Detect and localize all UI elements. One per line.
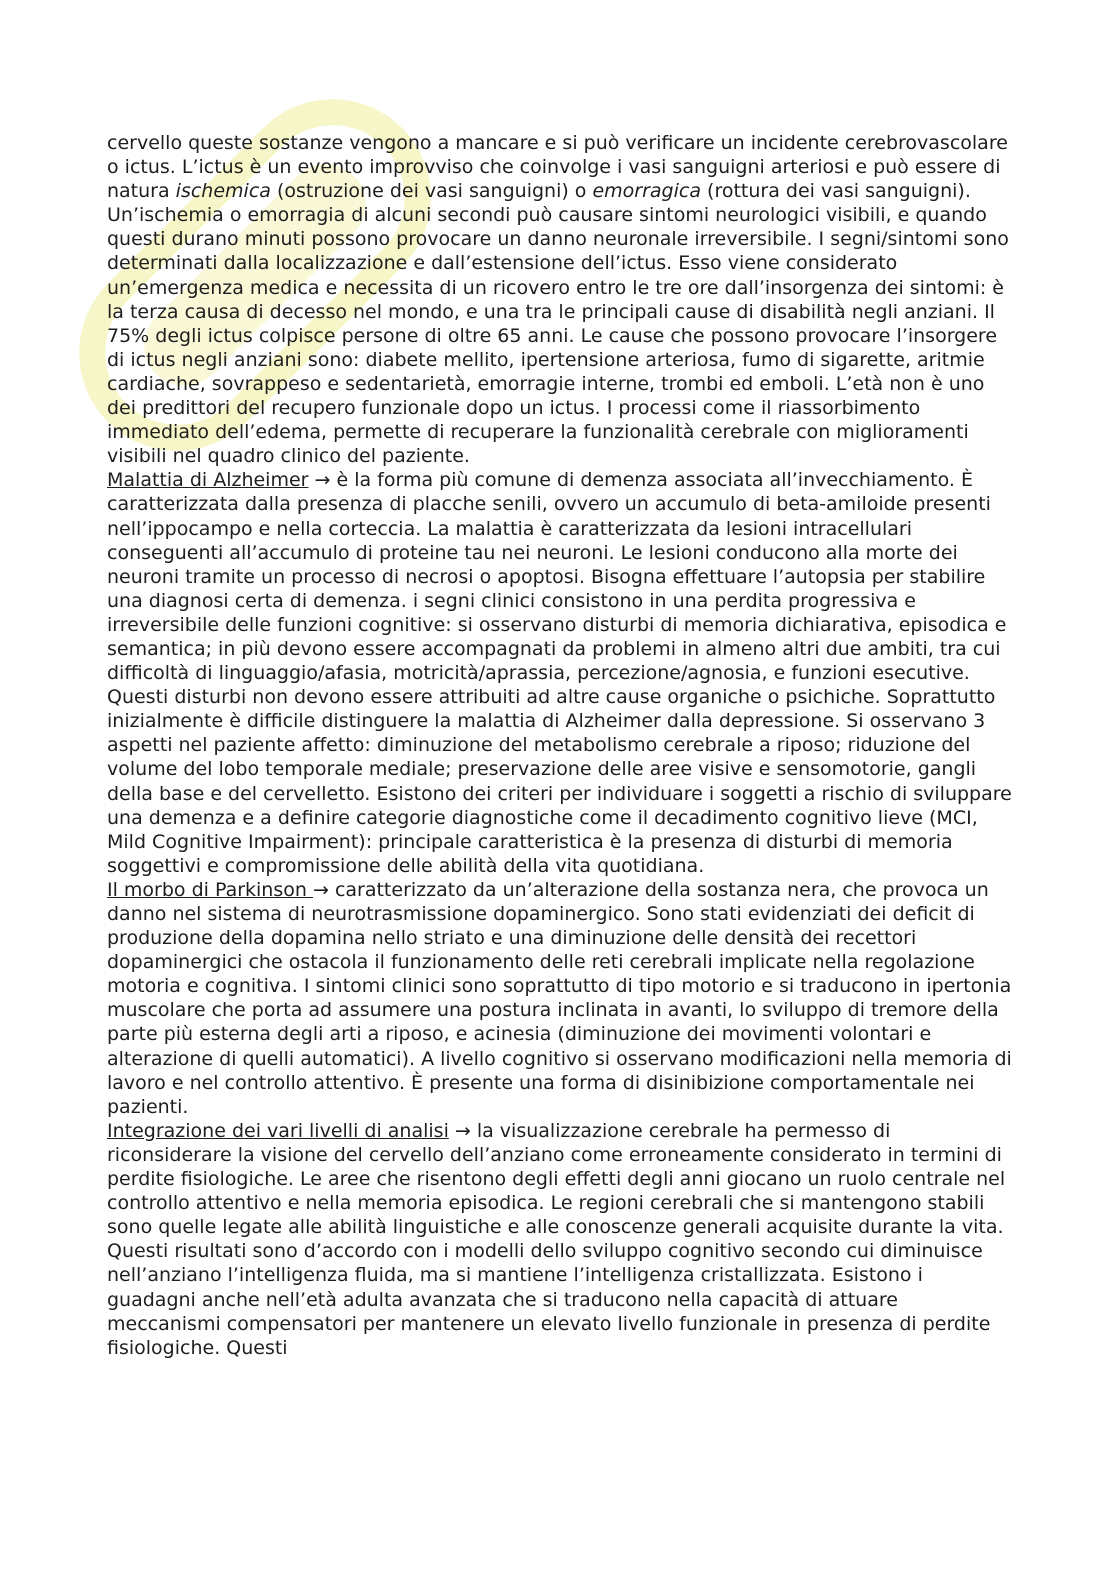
paragraph-text: è la forma più comune di demenza associata all’invecchiamento. È caratterizzata dalla presenza di placche senili, ovvero un accumulo di beta-amiloide presenti nell’ippocampo e nella corteccia. La malattia è caratterizzata da lesioni intracellulari conseguenti all’accumulo di proteine tau nei neuroni. Le lesioni conducono alla morte dei neuroni tramite un processo di necrosi o apoptosi. Bisogna effettuare l’autopsia per stabilire una diagnosi certa di demenza. i segni clinici consistono in una perdita progressiva e irreversibile delle funzioni cognitive: si osservano disturbi di memoria dichiarativa, episodica e semantica; in più devono essere accompagnati da problemi in almeno altri due ambiti, tra cui difficoltà di linguaggio/afasia, motricità/aprassia, percezione/agnosia, e funzioni esecutive. Questi disturbi non devono essere attribuiti ad altre cause organiche o psichiche. Soprattutto inizialmente è difficile distinguere la malattia di Alzheimer dalla depressione. Si osservano 3 aspetti nel paziente affetto: diminuzione del metabolismo cerebrale a riposo; riduzione del volume del lobo temporale mediale; preservazione delle aree visive e sensomotorie, gangli della base e del cervelletto. Esistono dei criteri per individuare i soggetti a rischio di sviluppare una demenza e a definire categorie diagnostiche come il decadimento cognitivo lieve (MCI, Mild Cognitive Impairment): principale caratteristica è la presenza di disturbi di memoria soggettivi e compromissione delle abilità della vita quotidiana.	[107, 469, 1012, 877]
text-segment: cervello queste sostanze vengono a mancare e si può verificare un incidente cerebrovascolare o ictus. L’ictus è un evento improvviso che coinvolge i vasi sanguigni arteriosi e può essere di natura	[107, 132, 1008, 203]
paragraph-parkinson	[107, 878, 1012, 1119]
term-ischemica: ischemica	[175, 180, 271, 203]
arrow-icon: →	[312, 878, 335, 901]
term-emorragica: emorragica	[592, 180, 701, 203]
document-page	[107, 131, 1012, 1360]
heading-integrazione: Integrazione dei vari livelli di analisi	[107, 1119, 449, 1142]
paragraph-alzheimer	[107, 468, 1012, 878]
paragraph-text: caratterizzato da un’alterazione della sostanza nera, che provoca un danno nel sistema di neurotrasmissione dopaminergico. Sono stati evidenziati dei deficit di produzione della dopamina nello striato e una diminuzione delle densità dei recettori dopaminergici che ostacola il funzionamento delle reti cerebrali implicate nella regolazione motoria e cognitiva. I sintomi clinici sono soprattutto di tipo motorio e si traducono in ipertonia muscolare che porta ad assumere una postura inclinata in avanti, lo sviluppo di tremore della parte più esterna degli arti a riposo, e acinesia (diminuzione dei movimenti volontari e alterazione di quelli automatici). A livello cognitivo si osservano modificazioni nella memoria di lavoro e nel controllo attentivo. È presente una forma di disinibizione comportamentale nei pazienti.	[107, 878, 1012, 1118]
heading-parkinson: Il morbo di Parkinson	[107, 878, 313, 901]
arrow-icon: →	[448, 1119, 477, 1142]
paragraph-ictus	[107, 131, 1012, 468]
arrow-icon: →	[308, 469, 337, 492]
heading-alzheimer: Malattia di Alzheimer	[107, 469, 309, 492]
paragraph-integrazione	[107, 1119, 1012, 1360]
text-segment: (rottura dei vasi sanguigni). Un’ischemia o emorragia di alcuni secondi può causare sintomi neurologici visibili, e quando questi durano minuti possono provocare un danno neuronale irreversibile. I segni/sintomi sono determinati dalla localizzazione e dall’estensione dell’ictus. Esso viene considerato un’emergenza medica e necessita di un ricovero entro le tre ore dall’insorgenza dei sintomi: è la terza causa di decesso nel mondo, e una tra le principali cause di disabilità negli anziani. Il 75% degli ictus colpisce persone di oltre 65 anni. Le cause che possono provocare l’insorgere di ictus negli anziani sono: diabete mellito, ipertensione arteriosa, fumo di sigarette, aritmie cardiache, sovrappeso e sedentarietà, emorragie interne, trombi ed emboli. L’età non è uno dei predittori del recupero funzionale dopo un ictus. I processi come il riassorbimento immediato dell’edema, permette di recuperare la funzionalità cerebrale con miglioramenti visibili nel quadro clinico del paziente.	[107, 180, 1009, 468]
text-segment: (ostruzione dei vasi sanguigni) o	[270, 180, 593, 203]
paragraph-text: la visualizzazione cerebrale ha permesso di riconsiderare la visione del cervello dell’anziano come erroneamente considerato in termini di perdite fisiologiche. Le aree che risentono degli effetti degli anni giocano un ruolo centrale nel controllo attentivo e nella memoria episodica. Le regioni cerebrali che si mantengono stabili sono quelle legate alle abilità linguistiche e alle conoscenze generali acquisite durante la vita. Questi risultati sono d’accordo con i modelli dello sviluppo cognitivo secondo cui diminuisce nell’anziano l’intelligenza fluida, ma si mantiene l’intelligenza cristallizzata. Esistono i guadagni anche nell’età adulta avanzata che si traducono nella capacità di attuare meccanismi compensatori per mantenere un elevato livello funzionale in presenza di perdite fisiologiche. Questi	[107, 1119, 1006, 1359]
